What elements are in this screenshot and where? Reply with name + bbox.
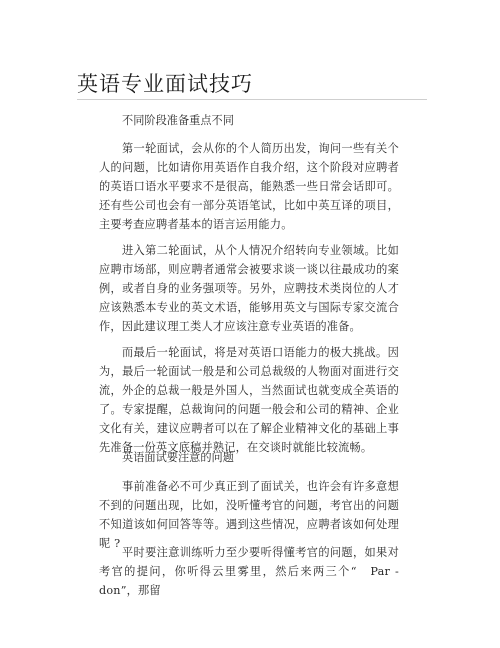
section-heading: 英语面试要注意的问题 [122,451,234,464]
paragraph: 事前准备必不可少真正到了面试关，也许会有许多意想不到的问题出现，比如，没听懂考官的问题，考官出的问题不知道该如何回答等等。遇到这些情况，应聘者该如何处理呢 ? [99,480,399,550]
paragraph: 平时要注意训练听力至少要听得懂考官的问题，如果对考官的提问，你听得云里雾里，然后来两三个“ Par - don”，那留 [99,546,399,597]
paragraph: 进入第二轮面试，从个人情况介绍转向专业领域。比如应聘市场部，则应聘者通常会被要求谈一谈以往最成功的案例，或者自身的业务强项等。另外，应聘技术类岗位的人才应该熟悉本专业的英文术语，能够用英文与国际专家交流合作，因此建议理工类人才应该注意专业英语的准备。 [99,244,399,333]
paragraph: 第一轮面试，会从你的个人简历出发，询问一些有关个人的问题，比如请你用英语作自我介绍，这个阶段对应聘者的英语口语水平要求不是很高，能熟悉一些日常会话即可。还有些公司也会有一部分英语笔试，比如中英互译的项目，主要考查应聘者基本的语言运用能力。 [99,142,399,231]
document-title: 英语专业面试技巧 [77,72,253,96]
paragraph: 而最后一轮面试，将是对英语口语能力的极大挑战。因为，最后一轮面试一般是和公司总裁级的人物面对面进行交流，外企的总裁一般是外国人，当然面试也就变成全英语的了。专家提醒，总裁询问的问题一般会和公司的精神、企业文化有关，建议应聘者可以在了解企业精神文化的基础上事先准备一份英文底稿并熟记，在交谈时就能比较流畅。 [99,346,399,454]
title-divider [77,99,427,100]
section-heading: 不同阶段准备重点不同 [122,114,234,127]
